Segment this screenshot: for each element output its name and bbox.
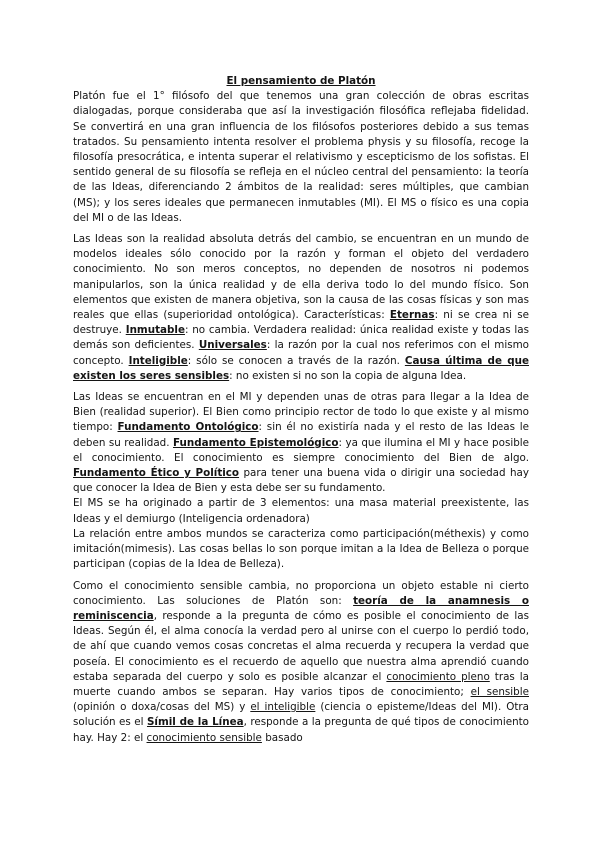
underline-el-inteligible: el inteligible xyxy=(250,701,316,714)
keyword-inmutable: Inmutable xyxy=(125,324,185,337)
text: Las Ideas se encuentran en el MI y dependen unas de otras para llegar a la Idea de Bien (realidad superior). El Bien como principio rector de todo lo que existe y al mismo tiempo: xyxy=(73,391,529,434)
text: : la razón por la cual nos referimos con el mismo concepto. xyxy=(73,339,529,367)
keyword-universales: Universales xyxy=(198,339,267,352)
text: basado xyxy=(261,731,303,744)
keyword-fundamento-etico-politico: Fundamento Ético y Político xyxy=(73,467,240,480)
keyword-inteligible: Inteligible xyxy=(128,354,188,367)
keyword-fundamento-epistemologico: Fundamento Epistemológico xyxy=(172,436,339,449)
document-page xyxy=(73,74,529,746)
paragraph-relacion: La relación entre ambos mundos se caracteriza como participación(méthexis) y como imitación(mimesis). Las cosas bellas lo son porque imitan a la Idea de Belleza o porque participan (copias de la Idea de Belleza). xyxy=(73,527,529,571)
text: : sin él no existiría nada y el resto de las Ideas le deben su realidad. xyxy=(73,421,529,449)
underline-conocimiento-pleno: conocimiento pleno xyxy=(386,670,490,683)
text: tras la muerte cuando ambos se separan. Hay varios tipos de conocimiento; xyxy=(73,670,529,698)
text: : sólo se conocen a través de la razón. xyxy=(187,354,405,367)
text: para tener una buena vida o dirigir una sociedad hay que conocer la Idea de Bien y esta debe ser su fundamento. xyxy=(73,467,529,495)
text: , responde a la pregunta de qué tipos de conocimiento hay. Hay 2: el xyxy=(73,716,530,744)
text: (opinión o doxa/cosas del MS) y xyxy=(73,701,251,714)
keyword-simil-linea: Símil de la Línea xyxy=(146,716,244,729)
keyword-eternas: Eternas xyxy=(389,309,435,322)
underline-conocimiento-sensible: conocimiento sensible xyxy=(146,731,262,744)
text: Las Ideas son la realidad absoluta detrás del cambio, se encuentran en un mundo de modelos ideales sólo conocido por la razón y forman el objeto del verdadero conocimiento. No son meros conceptos, no dependen de nosotros ni podemos manipularlos, son la única realidad y de ella deriva todo lo del mundo físico. Son elementos que existen de manera objetiva, son la causa de las cosas físicas y son mas reales que ellas (superioridad ontológica). Características: xyxy=(73,233,529,322)
text: : no existen si no son la copia de alguna Idea. xyxy=(229,369,467,382)
keyword-fundamento-ontologico: Fundamento Ontológico xyxy=(117,421,259,434)
underline-el-sensible: el sensible xyxy=(470,685,529,698)
paragraph-conocimiento xyxy=(73,579,529,746)
paragraph-ms-origen: El MS se ha originado a partir de 3 elementos: una masa material preexistente, las Ideas y el demiurgo (Inteligencia ordenadora) xyxy=(73,497,529,525)
keyword-causa-ultima: Causa última de que existen los seres sensibles xyxy=(73,354,529,382)
paragraph-ideas xyxy=(73,232,529,384)
text: : no cambia. Verdadera realidad: única realidad existe y todas las demás son deficientes. xyxy=(73,324,529,352)
paragraph-intro: Platón fue el 1° filósofo del que tenemos una gran colección de obras escritas dialogadas, porque consideraba que así la investigación filosófica reflejaba fidelidad. Se convertirá en una gran influencia de los filósofos posteriores debido a sus temas tratados. Su pensamiento intenta resolver el problema physis y su filosofía, recoge la filosofía presocrática, e intenta superar el relativismo y escepticismo de los sofistas. El sentido general de su filosofía se refleja en el núcleo central del pensamiento: la teoría de las Ideas, diferenciando 2 ámbitos de la realidad: seres múltiples, que cambian (MS); y los seres ideales que permanecen inmutables (MI). El MS o físico es una copia del MI o de las Ideas. xyxy=(73,90,529,224)
text: : ya que ilumina el MI y hace posible el conocimiento. El conocimiento es siempre conocimiento del Bien de algo. xyxy=(73,436,530,464)
paragraph-bien xyxy=(73,390,529,496)
page-title: El pensamiento de Platón xyxy=(226,75,376,87)
text: (ciencia o episteme/Ideas del MI). Otra solución es el xyxy=(73,701,529,729)
text: Como el conocimiento sensible cambia, no proporciona un objeto estable ni cierto conocimiento. Las soluciones de Platón son: xyxy=(73,579,529,607)
text: , responde a la pregunta de cómo es posible el conocimiento de las Ideas. Según él, el alma conocía la verdad pero al unirse con el cuerpo lo perdió todo, de ahí que cuando vemos cosas concretas el alma recuerda y recupera la verdad que poseía. El conocimiento es el recuerdo de aquello que nuestra alma aprendió cuando estaba separada del cuerpo y solo es posible alcanzar el xyxy=(73,609,529,683)
text: : ni se crea ni se destruye. xyxy=(73,309,529,337)
keyword-anamnesis: teoría de la anamnesis o reminiscencia xyxy=(73,594,529,622)
